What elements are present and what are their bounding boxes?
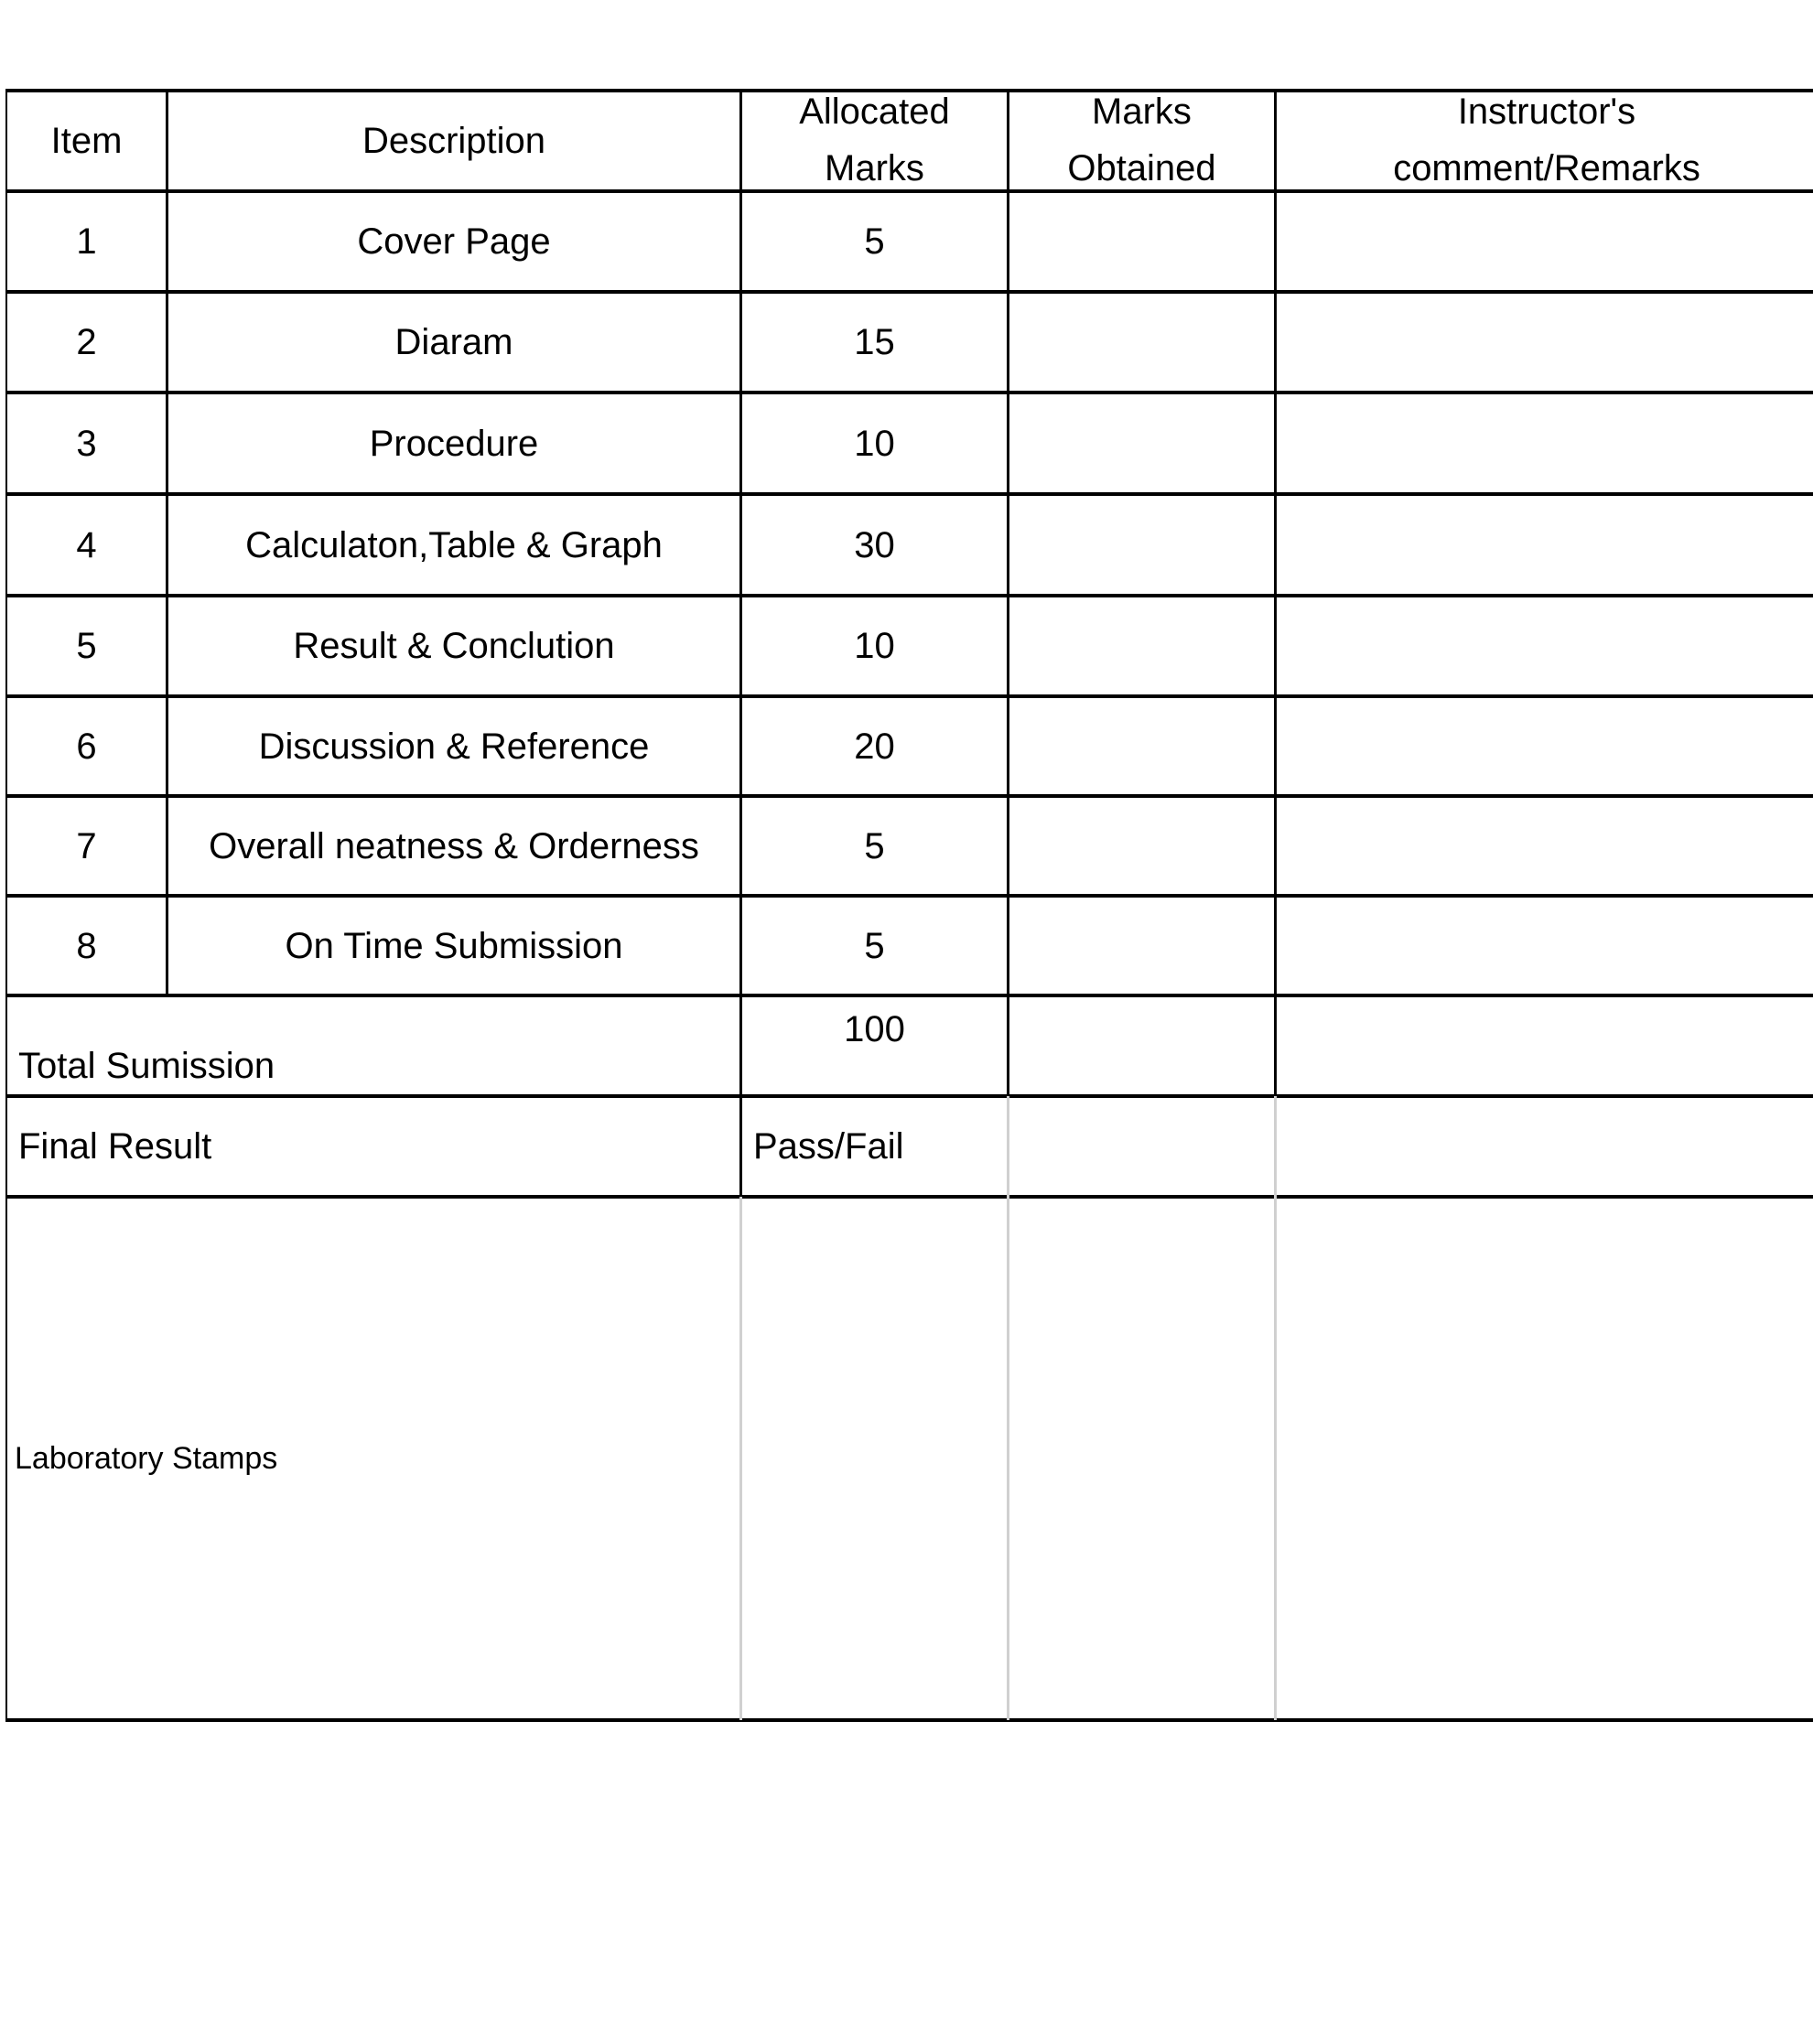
row-remarks-input[interactable] (1277, 698, 1813, 794)
row-allocated: 5 (864, 221, 885, 262)
row-description: On Time Submission (285, 925, 623, 966)
header-description-label: Description (362, 121, 546, 161)
row-remarks-input[interactable] (1277, 798, 1813, 894)
row-item: 6 (76, 726, 97, 767)
row-allocated: 20 (854, 726, 895, 767)
total-obtained-input[interactable] (1009, 997, 1274, 1094)
row-description: Diaram (394, 322, 513, 362)
laboratory-stamps-label: Laboratory Stamps (15, 1441, 278, 1476)
row-obtained-input[interactable] (1009, 798, 1274, 894)
row-remarks-input[interactable] (1277, 394, 1813, 492)
final-result-value[interactable]: Pass/Fail (753, 1126, 904, 1167)
header-allocated-line1: Allocated (799, 91, 950, 132)
row-remarks-input[interactable] (1277, 294, 1813, 391)
total-label: Total Sumission (18, 1046, 275, 1086)
header-item-label: Item (50, 121, 123, 161)
stamps-area[interactable] (742, 1199, 1813, 1718)
final-result-label: Final Result (18, 1126, 212, 1167)
row-allocated: 15 (854, 322, 895, 362)
header-obtained-line1: Marks (1092, 91, 1192, 132)
header-instructor-remarks (1277, 85, 1813, 195)
row-item: 8 (76, 925, 97, 966)
row-description: Overall neatness & Orderness (209, 825, 699, 866)
row-obtained-input[interactable] (1009, 898, 1274, 994)
row-item: 1 (76, 221, 97, 262)
row-item: 4 (76, 524, 97, 565)
row-item: 5 (76, 626, 97, 666)
row-remarks-input[interactable] (1277, 496, 1813, 594)
row-item: 7 (76, 825, 97, 866)
row-description: Cover Page (357, 221, 551, 262)
row-allocated: 30 (854, 524, 895, 565)
header-marks-obtained (1009, 85, 1274, 195)
row-item: 3 (76, 423, 97, 464)
header-remarks-line2: comment/Remarks (1393, 148, 1700, 188)
header-description (168, 92, 739, 189)
row-allocated: 10 (854, 423, 895, 464)
row-obtained-input[interactable] (1009, 193, 1274, 290)
header-allocated-marks (742, 85, 1007, 195)
header-obtained-line2: Obtained (1067, 148, 1216, 188)
row-obtained-input[interactable] (1009, 394, 1274, 492)
total-allocated: 100 (844, 1009, 905, 1049)
header-item (7, 92, 166, 189)
row-description: Result & Conclution (293, 626, 615, 666)
row-description: Calculaton,Table & Graph (245, 524, 663, 565)
row-obtained-input[interactable] (1009, 496, 1274, 594)
row-remarks-input[interactable] (1277, 193, 1813, 290)
table-border-bottom (6, 1718, 1813, 1722)
row-obtained-input[interactable] (1009, 597, 1274, 694)
row-description: Procedure (369, 423, 539, 464)
row-description: Discussion & Reference (258, 726, 650, 767)
row-allocated: 10 (854, 626, 895, 666)
row-remarks-input[interactable] (1277, 597, 1813, 694)
header-allocated-line2: Marks (825, 148, 924, 188)
total-remarks-input[interactable] (1277, 997, 1813, 1094)
header-remarks-line1: Instructor's (1457, 91, 1636, 132)
row-item: 2 (76, 322, 97, 362)
row-allocated: 5 (864, 925, 885, 966)
row-allocated: 5 (864, 825, 885, 866)
row-obtained-input[interactable] (1009, 698, 1274, 794)
row-remarks-input[interactable] (1277, 898, 1813, 994)
row-obtained-input[interactable] (1009, 294, 1274, 391)
